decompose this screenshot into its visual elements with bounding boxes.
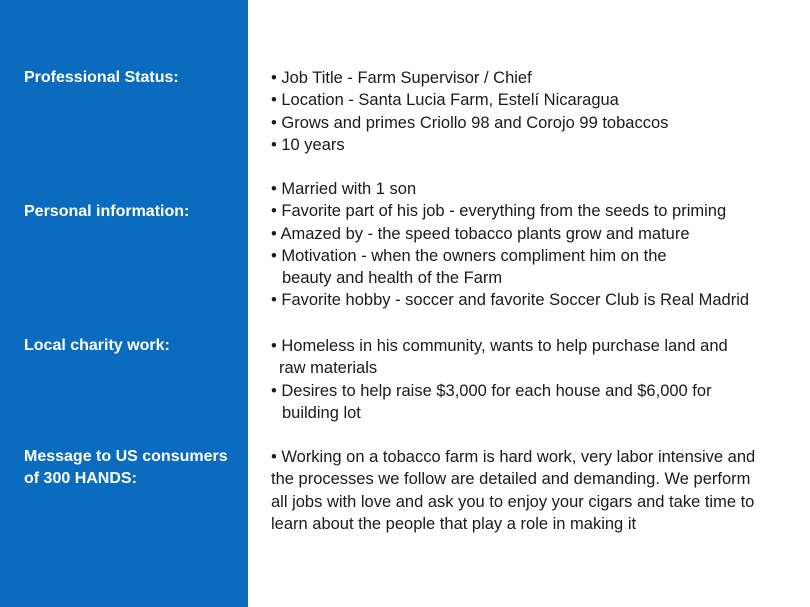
list-item: • Favorite hobby - soccer and favorite Soccer Club is Real Madrid xyxy=(271,291,750,310)
label-message-line: Message to US consumers xyxy=(24,448,228,465)
list-item-continuation: beauty and health of the Farm xyxy=(282,269,503,288)
list-item: • Desires to help raise $3,000 for each house and $6,000 for xyxy=(271,381,712,400)
professional-status-section xyxy=(271,67,791,156)
label-professional-status: Professional Status: xyxy=(24,69,179,86)
personal-information-section xyxy=(271,178,791,312)
message-section xyxy=(271,446,791,535)
list-item-continuation: raw materials xyxy=(279,359,378,378)
list-item: • Job Title - Farm Supervisor / Chief xyxy=(271,69,532,87)
list-item: • Favorite part of his job - everything from the seeds to priming xyxy=(271,202,727,221)
label-local-charity-work: Local charity work: xyxy=(24,337,170,354)
sidebar-panel xyxy=(0,0,248,607)
list-item: • Homeless in his community, wants to help purchase land and xyxy=(271,337,728,355)
label-personal-information: Personal information: xyxy=(24,203,190,220)
message-line: learn about the people that play a role in making it xyxy=(271,514,637,533)
message-line: the processes we follow are detailed and demanding. We perform xyxy=(271,470,751,489)
message-line: all jobs with love and ask you to enjoy your cigars and take time to xyxy=(271,492,755,511)
message-line: • Working on a tobacco farm is hard work, very labor intensive and xyxy=(271,448,756,466)
list-item: • 10 years xyxy=(271,135,345,154)
list-item: • Motivation - when the owners compliment him on the xyxy=(271,246,667,265)
list-item: • Grows and primes Criollo 98 and Corojo 99 tobaccos xyxy=(271,113,669,132)
list-item-continuation: building lot xyxy=(282,403,361,422)
list-item: • Amazed by - the speed tobacco plants grow and mature xyxy=(271,224,690,243)
list-item: • Location - Santa Lucia Farm, Estelí Nicaragua xyxy=(271,91,619,110)
list-item: • Married with 1 son xyxy=(271,180,417,198)
local-charity-section xyxy=(271,335,791,424)
label-message-to-consumers xyxy=(24,446,244,490)
label-message-line: of 300 HANDS: xyxy=(24,470,137,487)
